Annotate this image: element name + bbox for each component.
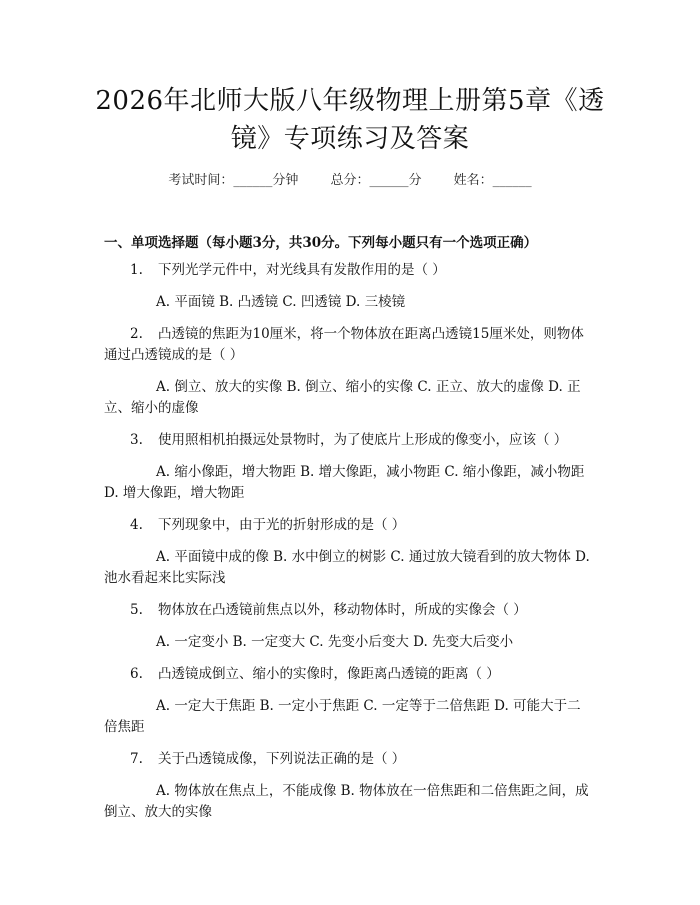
question-stem [104,430,594,451]
question-item [104,324,594,419]
question-stem [104,749,594,770]
question-list [104,260,594,834]
question-item [104,260,594,313]
question-stem [104,324,594,366]
question-item [104,664,594,738]
question-number: 3. [130,432,143,448]
question-text: 凸透镜的焦距为10厘米，将一个物体放在距离凸透镜15厘米处，则物体通过凸透镜成的是（ ） [104,326,584,363]
question-item [104,515,594,589]
question-text: 关于凸透镜成像，下列说法正确的是（ ） [158,751,406,767]
question-stem [104,600,594,621]
exam-name: 姓名：______ [453,173,532,188]
question-text: 下列光学元件中，对光线具有发散作用的是（ ） [158,262,446,278]
question-stem [104,664,594,685]
question-options: A. 平面镜 B. 凸透镜 C. 凹透镜 D. 三棱镜 [156,294,406,310]
question-item [104,430,594,504]
question-item [104,749,594,823]
question-options: A. 平面镜中成的像 B. 水中倒立的树影 C. 通过放大镜看到的放大物体 D. 池水看起来比实际浅 [104,549,590,586]
document-title: 2026年北师大版八年级物理上册第5章《透镜》专项练习及答案 [95,86,605,154]
exam-meta [0,169,700,188]
question-text: 物体放在凸透镜前焦点以外，移动物体时，所成的实像会（ ） [158,602,527,618]
section-heading: 一、单项选择题（每小题3分，共30分。下列每小题只有一个选项正确） [104,235,538,251]
question-options: A. 物体放在焦点上，不能成像 B. 物体放在一倍焦距和二倍焦距之间，成倒立、放大的实像 [104,783,589,820]
question-text: 使用照相机拍摄远处景物时，为了使底片上形成的像变小，应该（ ） [158,432,568,448]
question-number: 6. [130,666,143,682]
question-text: 凸透镜成倒立、缩小的实像时，像距离凸透镜的距离（ ） [158,666,500,682]
question-options: A. 倒立、放大的实像 B. 倒立、缩小的实像 C. 正立、放大的虚像 D. 正立、缩小的虚像 [104,379,581,416]
question-number: 1. [130,262,143,278]
exam-time: 考试时间：______分钟 [168,173,299,188]
exam-score: 总分：______分 [330,173,422,188]
question-number: 5. [130,602,143,618]
question-stem [104,260,594,281]
question-number: 2. [130,326,143,342]
question-stem [104,515,594,536]
question-options: A. 一定变小 B. 一定变大 C. 先变小后变大 D. 先变大后变小 [156,634,514,650]
question-options: A. 一定大于焦距 B. 一定小于焦距 C. 一定等于二倍焦距 D. 可能大于二倍焦距 [104,698,581,735]
question-text: 下列现象中，由于光的折射形成的是（ ） [158,517,406,533]
question-number: 4. [130,517,143,533]
question-options: A. 缩小像距，增大物距 B. 增大像距，减小物距 C. 缩小像距，减小物距 D. 增大像距，增大物距 [104,464,585,501]
question-number: 7. [130,751,143,767]
question-item [104,600,594,653]
